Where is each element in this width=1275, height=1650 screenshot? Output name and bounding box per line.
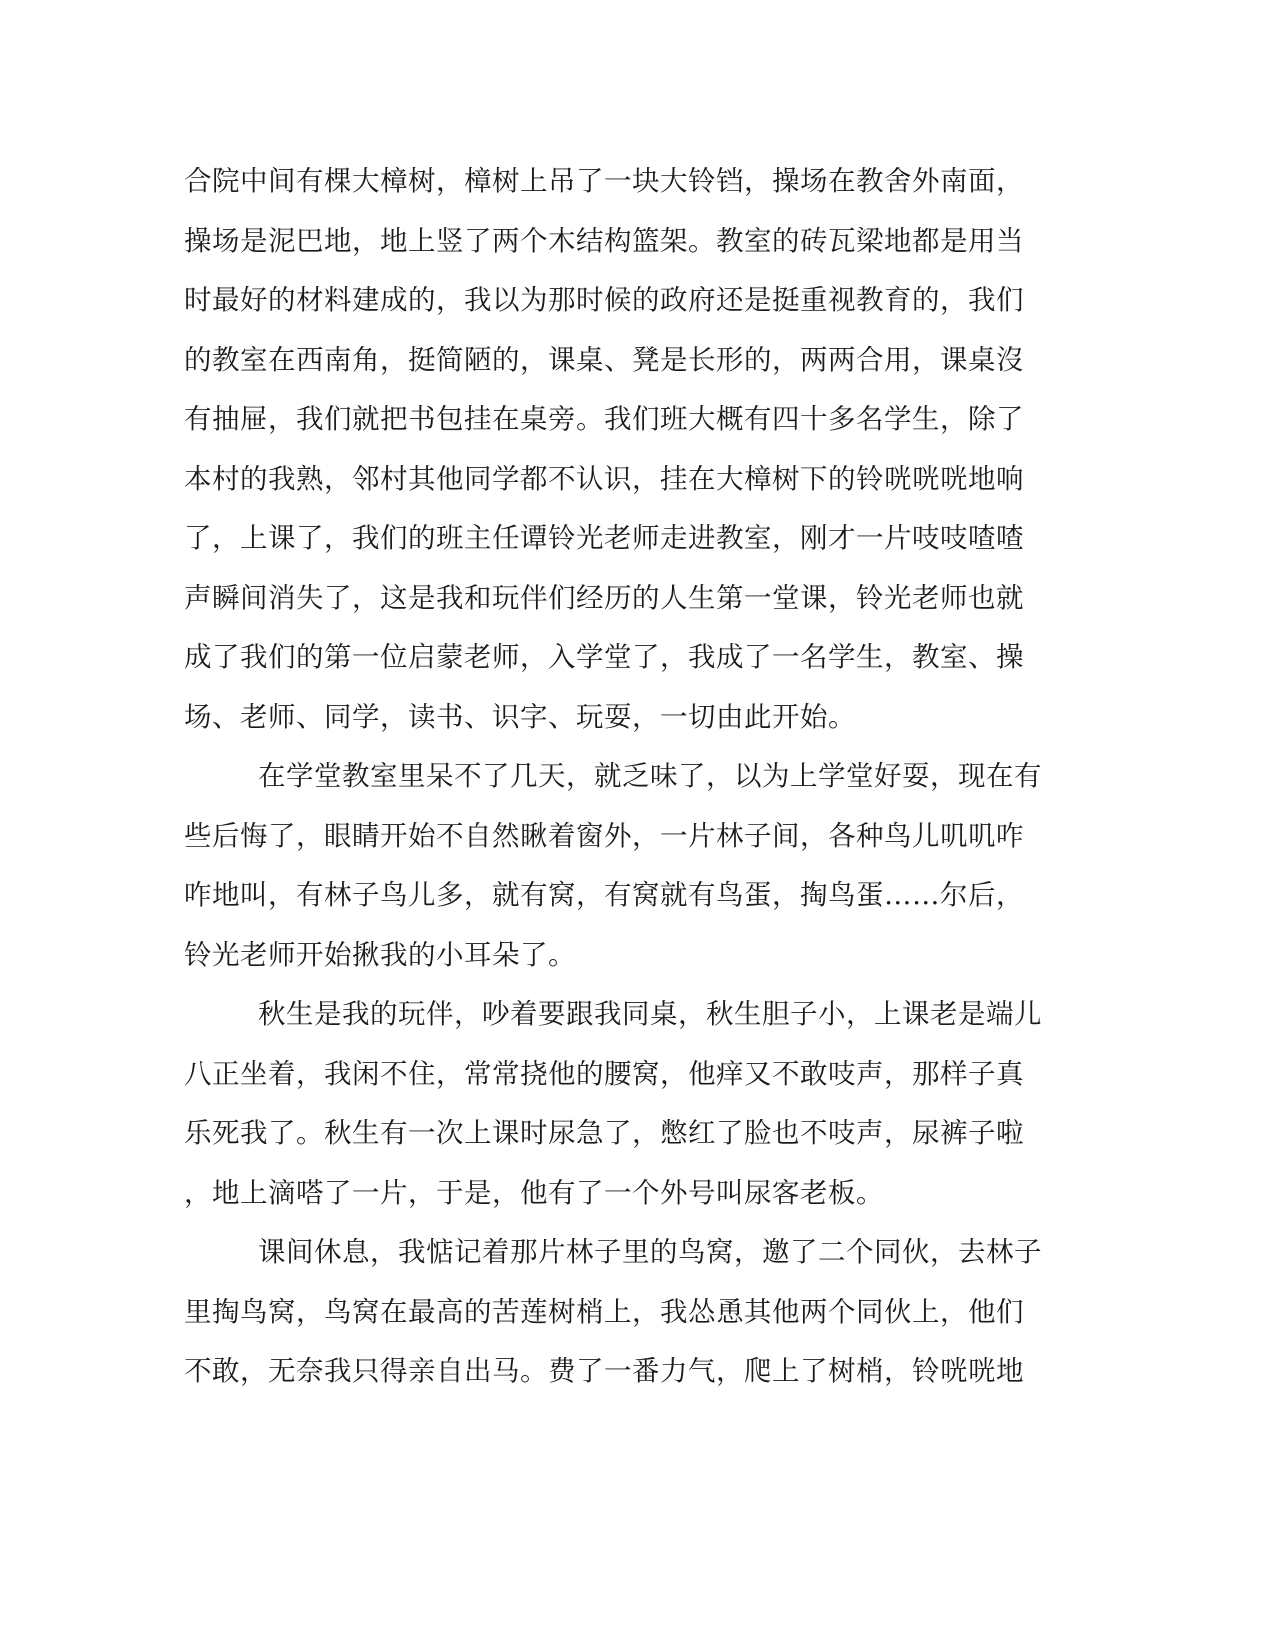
text-line: 八正坐着，我闲不住，常常挠他的腰窝，他痒又不敢吱声，那样子真 [184,1057,1024,1090]
text-line: 声瞬间消失了，这是我和玩伴们经历的人生第一堂课，铃光老师也就 [184,581,1024,614]
body-text [184,152,1064,1402]
text-line: 乐死我了。秋生有一次上课时尿急了，憋红了脸也不吱声，尿裤子啦 [184,1117,1024,1149]
text-line: 里掏鸟窝，鸟窝在最高的苦莲树梢上，我怂恿其他两个同伙上，他们 [184,1295,1024,1328]
text-line: 的教室在西南角，挺简陋的，课桌、凳是长形的，两两合用，课桌沒 [184,343,1024,376]
text-line: 操场是泥巴地，地上竖了两个木结构篮架。教室的砖瓦梁地都是用当 [184,224,1024,257]
text-line: 了，上课了，我们的班主任谭铃光老师走进教室，刚才一片吱吱喳喳 [184,522,1024,554]
text-line: 成了我们的第一位启蒙老师，入学堂了，我成了一名学生，教室、操 [184,641,1024,673]
text-line: 本村的我熟，邻村其他同学都不认识，挂在大樟树下的铃咣咣咣地响 [184,462,1024,495]
paragraph-first-line: 秋生是我的玩伴，吵着要跟我同桌，秋生胆子小，上课老是端儿 [258,998,1042,1030]
paragraph-first-line: 在学堂教室里呆不了几天，就乏味了，以为上学堂好耍，现在有 [258,760,1042,792]
text-line: 些后悔了，眼睛开始不自然瞅着窗外，一片林子间，各种鸟儿叽叽咋 [184,819,1024,852]
text-line: ，地上滴嗒了一片，于是，他有了一个外号叫尿客老板。 [184,1176,884,1209]
text-line: 有抽屉，我们就把书包挂在桌旁。我们班大概有四十多名学生，除了 [184,403,1024,435]
text-line: 场、老师、同学，读书、识字、玩耍，一切由此开始。 [184,700,856,733]
text-line: 合院中间有棵大樟树，樟树上吊了一块大铃铛，操场在教舍外南面， [184,165,1024,197]
text-line: 铃光老师开始揪我的小耳朵了。 [184,938,576,971]
text-line: 时最好的材料建成的，我以为那时候的政府还是挺重视教育的，我们 [184,284,1024,316]
text-line: 咋地叫，有林子鸟儿多，就有窝，有窝就有鸟蛋，掏鸟蛋……尔后， [184,879,1024,911]
paragraph-first-line: 课间休息，我惦记着那片林子里的鸟窝，邀了二个同伙，去林子 [258,1236,1042,1268]
text-line: 不敢，无奈我只得亲自出马。费了一番力气，爬上了树梢，铃咣咣地 [184,1355,1024,1387]
